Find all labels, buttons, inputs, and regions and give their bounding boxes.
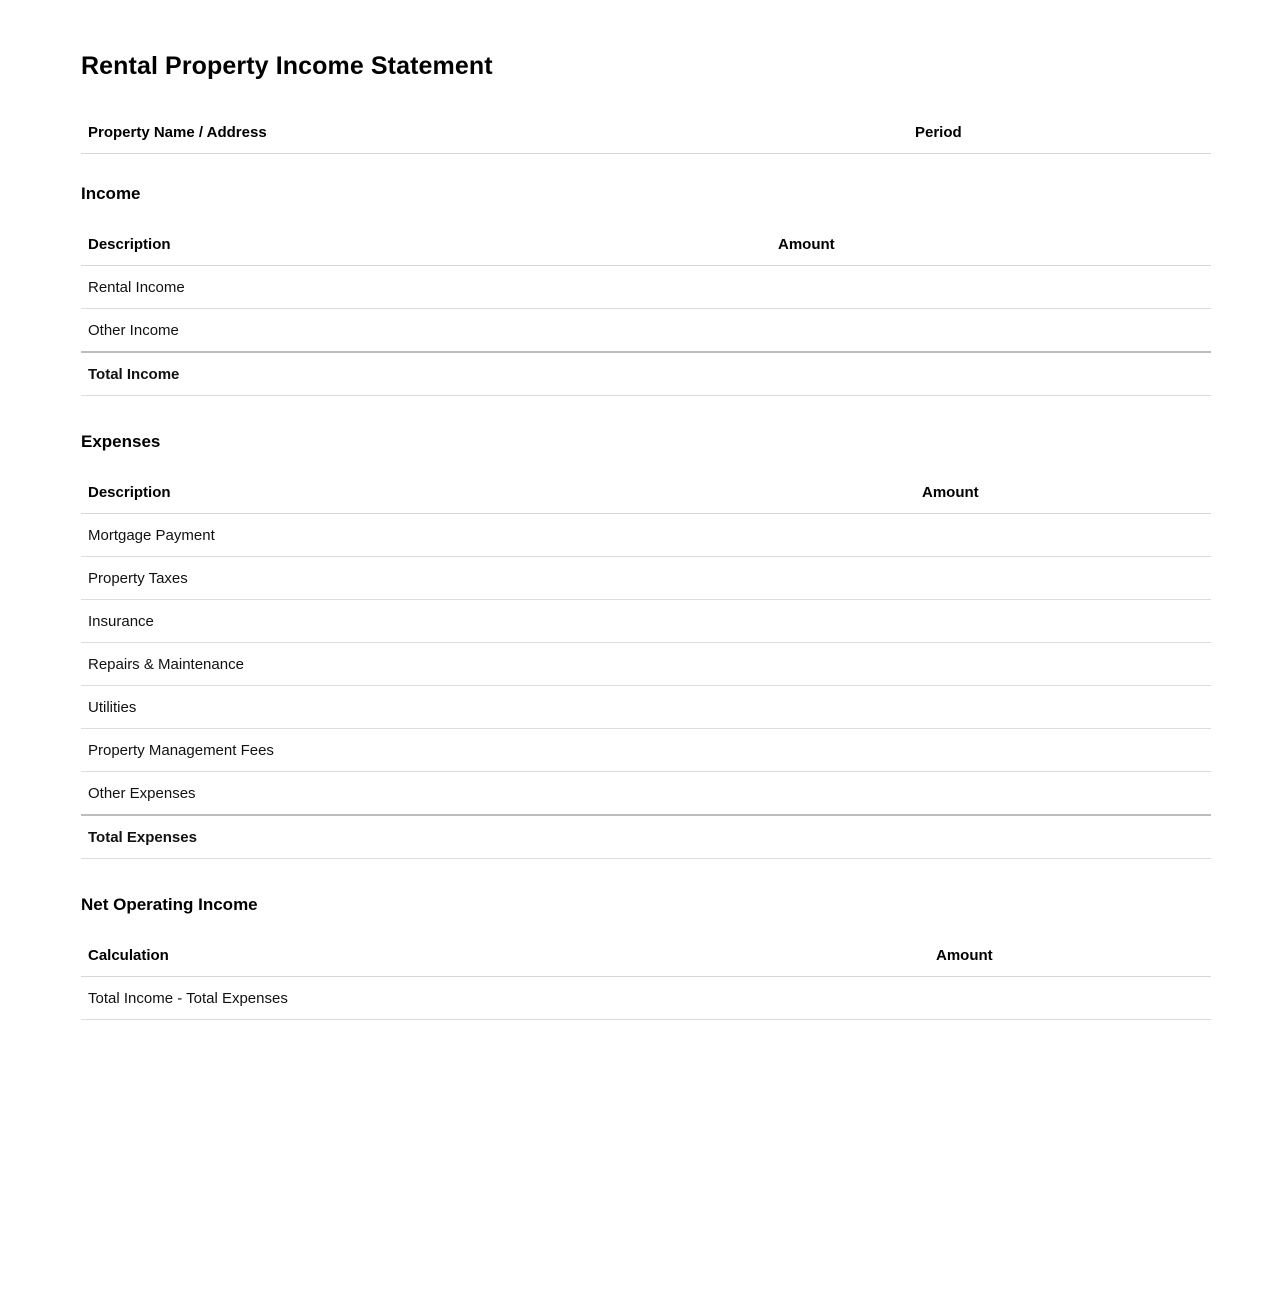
amount-field[interactable] — [915, 643, 1211, 686]
expenses-section — [81, 432, 1197, 859]
net-operating-income-section — [81, 895, 1197, 1020]
column-header-amount: Amount — [771, 223, 1211, 266]
row-label: Utilities — [81, 686, 915, 729]
row-label: Mortgage Payment — [81, 514, 915, 557]
income-section — [81, 184, 1197, 396]
section-title-net-operating-income: Net Operating Income — [81, 895, 258, 914]
row-label: Other Expenses — [81, 772, 915, 816]
row-label: Rental Income — [81, 266, 771, 309]
column-header-description: Description — [81, 223, 771, 266]
row-label: Property Taxes — [81, 557, 915, 600]
net-operating-income-table — [81, 934, 1211, 1020]
table-header-row — [81, 223, 1211, 266]
column-header-period: Period — [908, 111, 1211, 154]
total-income-row — [81, 352, 1211, 396]
section-title-expenses: Expenses — [81, 432, 161, 451]
table-row[interactable] — [81, 977, 1211, 1020]
amount-field[interactable] — [915, 686, 1211, 729]
total-expenses-row — [81, 815, 1211, 859]
table-row[interactable] — [81, 557, 1211, 600]
table-row[interactable] — [81, 266, 1211, 309]
expenses-table — [81, 471, 1211, 859]
amount-field[interactable] — [915, 772, 1211, 816]
page-title: Rental Property Income Statement — [81, 52, 493, 80]
table-row[interactable] — [81, 772, 1211, 816]
amount-field[interactable] — [915, 729, 1211, 772]
income-table — [81, 223, 1211, 396]
column-header-property-name: Property Name / Address — [81, 111, 908, 154]
row-label: Insurance — [81, 600, 915, 643]
table-row[interactable] — [81, 600, 1211, 643]
table-row[interactable] — [81, 686, 1211, 729]
column-header-description: Description — [81, 471, 915, 514]
amount-field[interactable] — [915, 557, 1211, 600]
row-label-total: Total Expenses — [81, 815, 915, 859]
column-header-amount: Amount — [915, 471, 1211, 514]
amount-field[interactable] — [915, 600, 1211, 643]
table-row[interactable] — [81, 729, 1211, 772]
total-amount-field — [771, 352, 1211, 396]
amount-field[interactable] — [929, 977, 1211, 1020]
amount-field[interactable] — [771, 266, 1211, 309]
row-label: Other Income — [81, 309, 771, 353]
row-label: Total Income - Total Expenses — [81, 977, 929, 1020]
table-header-row — [81, 934, 1211, 977]
row-label: Repairs & Maintenance — [81, 643, 915, 686]
table-header-row — [81, 111, 1211, 154]
property-header-table — [81, 111, 1211, 154]
table-header-row — [81, 471, 1211, 514]
column-header-calculation: Calculation — [81, 934, 929, 977]
column-header-amount: Amount — [929, 934, 1211, 977]
total-amount-field — [915, 815, 1211, 859]
row-label: Property Management Fees — [81, 729, 915, 772]
section-title-income: Income — [81, 184, 141, 203]
table-row[interactable] — [81, 514, 1211, 557]
table-row[interactable] — [81, 309, 1211, 353]
amount-field[interactable] — [915, 514, 1211, 557]
amount-field[interactable] — [771, 309, 1211, 353]
table-row[interactable] — [81, 643, 1211, 686]
row-label-total: Total Income — [81, 352, 771, 396]
